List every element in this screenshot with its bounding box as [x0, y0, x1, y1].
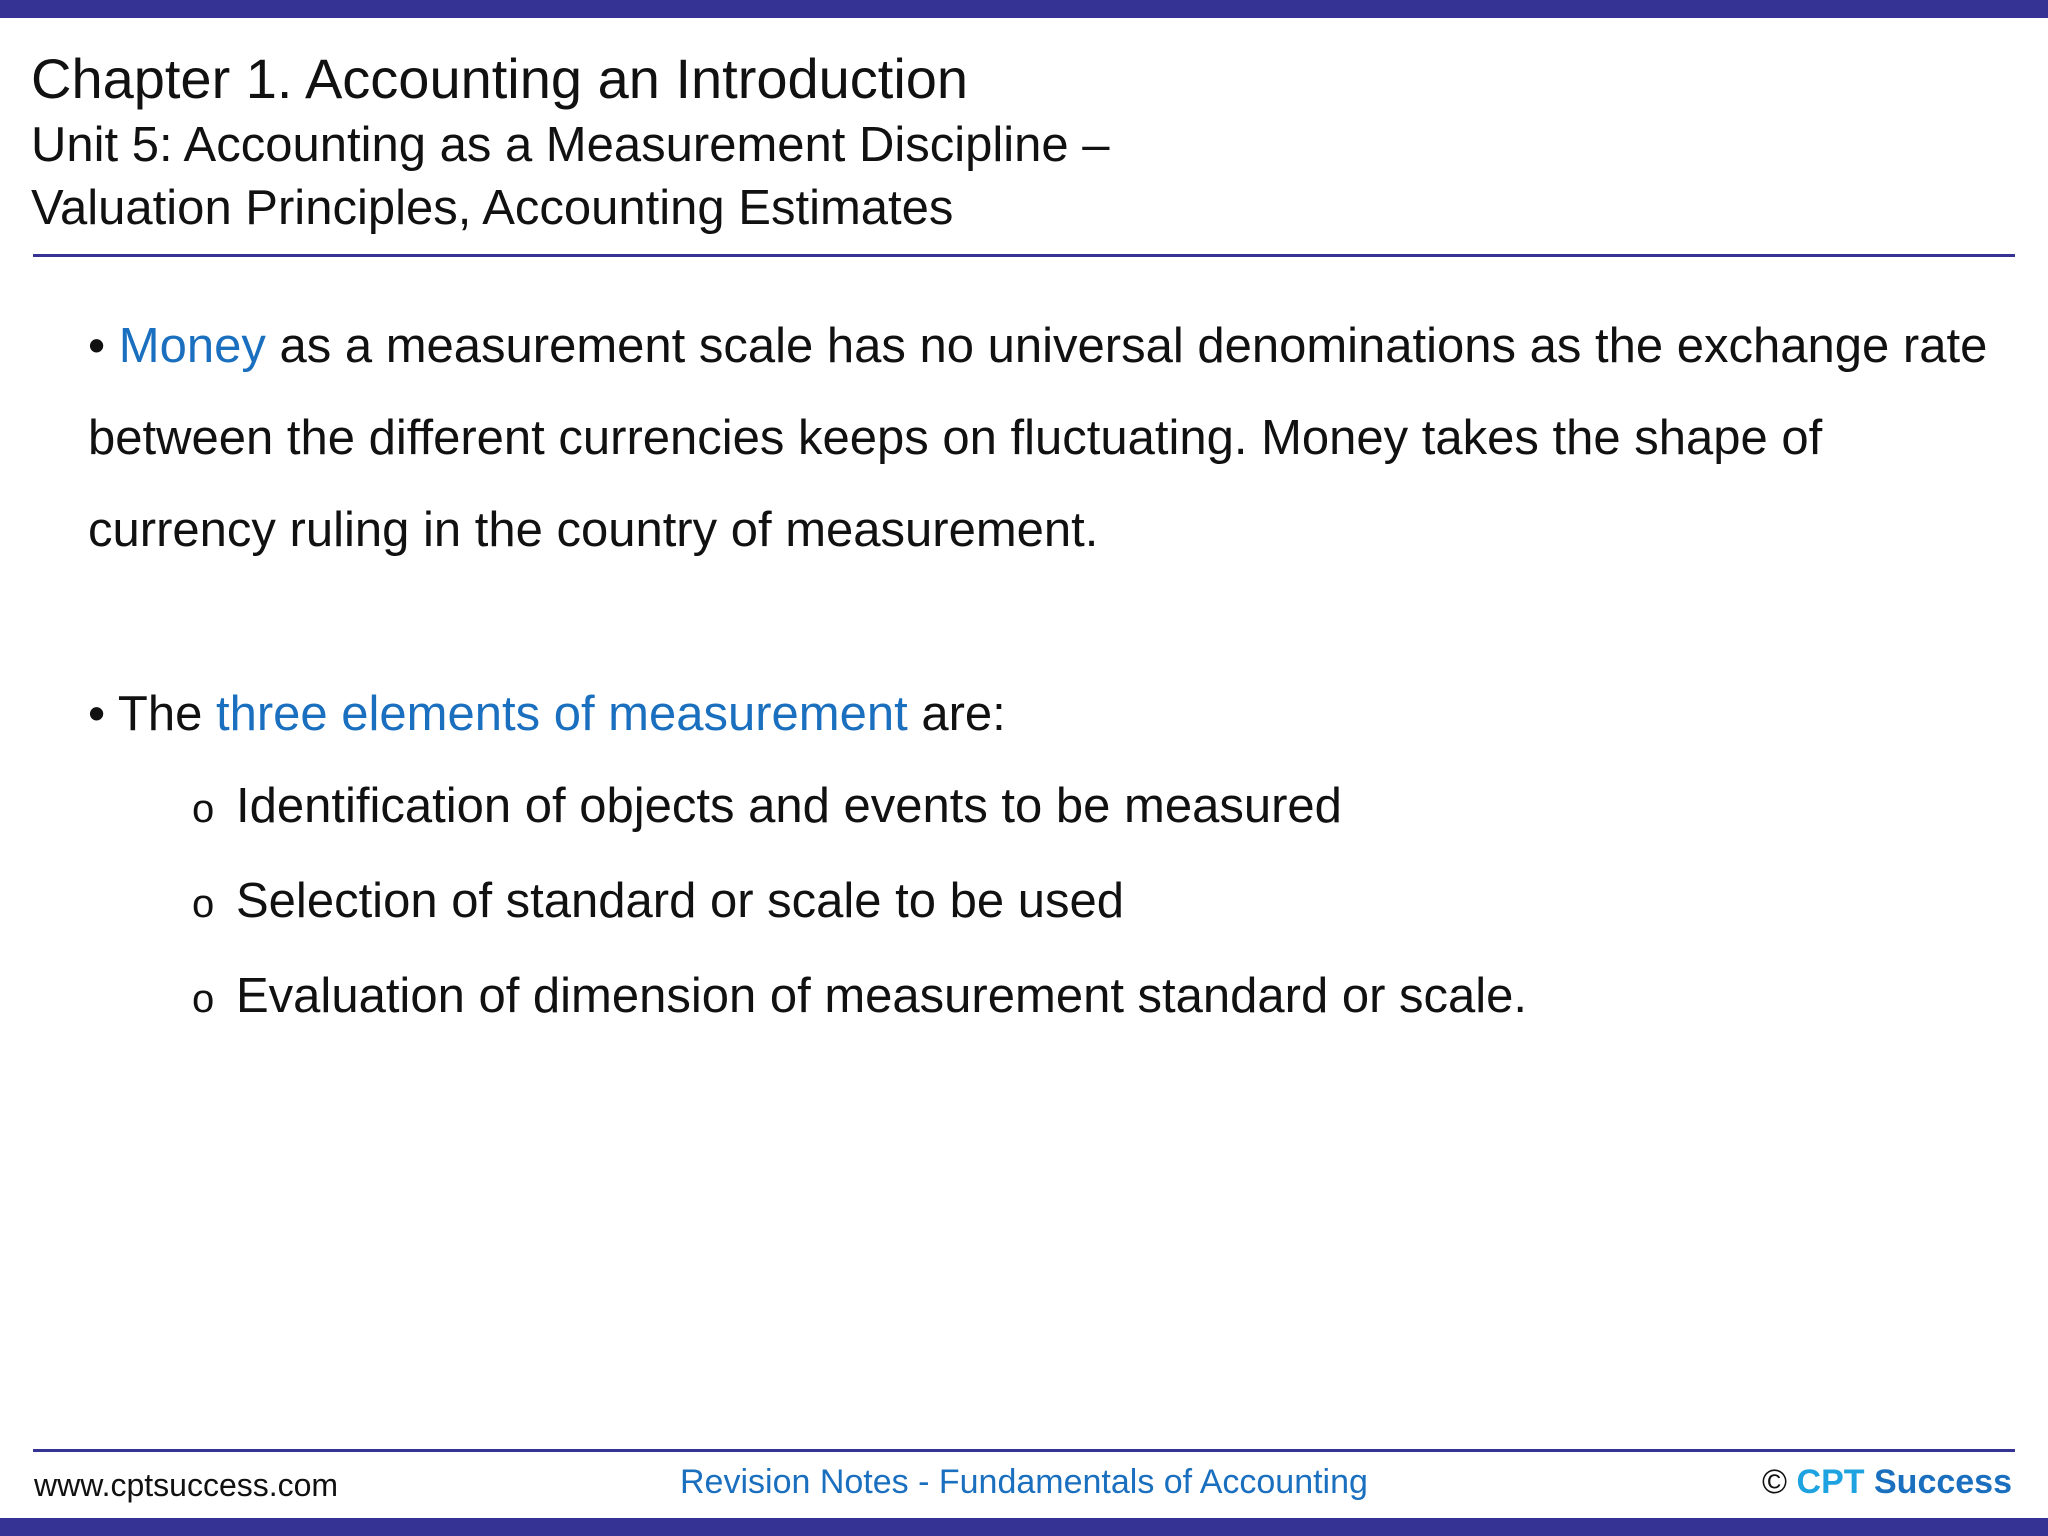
bullet-money [88, 300, 1988, 576]
slide-content [88, 300, 1988, 1045]
list-item-text: Evaluation of dimension of measurement standard or scale. [236, 969, 1528, 1023]
bullet-marker: • [88, 319, 119, 373]
bullet-elements [88, 668, 1988, 760]
list-item [88, 760, 1988, 855]
footer-website: www.cptsuccess.com [34, 1467, 339, 1503]
brand-part2: Success [1874, 1463, 2012, 1501]
list-item [88, 950, 1988, 1045]
footer-divider [33, 1449, 2015, 1452]
sub-bullet-marker: o [192, 787, 215, 831]
sub-bullet-marker: o [192, 977, 215, 1021]
list-item-text: Identification of objects and events to be measured [236, 779, 1342, 833]
elements-prefix: The [117, 687, 216, 741]
elements-suffix: are: [907, 687, 1006, 741]
slide-header [31, 44, 1931, 240]
bottom-bar [0, 1518, 2048, 1536]
unit-title-line2: Valuation Principles, Accounting Estimates [31, 181, 954, 235]
brand-part1: CPT [1796, 1463, 1865, 1501]
chapter-title: Chapter 1. Accounting an Introduction [31, 47, 969, 110]
bullet-marker: • [88, 687, 118, 741]
top-bar [0, 0, 2048, 18]
unit-title-line1: Unit 5: Accounting as a Measurement Discipline – [31, 118, 1110, 172]
list-item [88, 855, 1988, 950]
money-text: as a measurement scale has no universal denominations as the exchange rate between the different currencies keeps on fluctuating. Money takes the shape of currency ruling in the country of measurement. [88, 319, 1988, 557]
footer-copyright [1762, 1460, 2012, 1504]
spacer [88, 576, 1988, 668]
list-item-text: Selection of standard or scale to be used [236, 874, 1125, 928]
sub-bullet-marker: o [192, 882, 215, 926]
money-highlight: Money [118, 319, 266, 373]
copyright-symbol: © [1762, 1463, 1788, 1501]
footer-title: Revision Notes - Fundamentals of Accounting [680, 1463, 1368, 1501]
header-divider [33, 254, 2015, 257]
elements-highlight: three elements of measurement [215, 687, 908, 741]
